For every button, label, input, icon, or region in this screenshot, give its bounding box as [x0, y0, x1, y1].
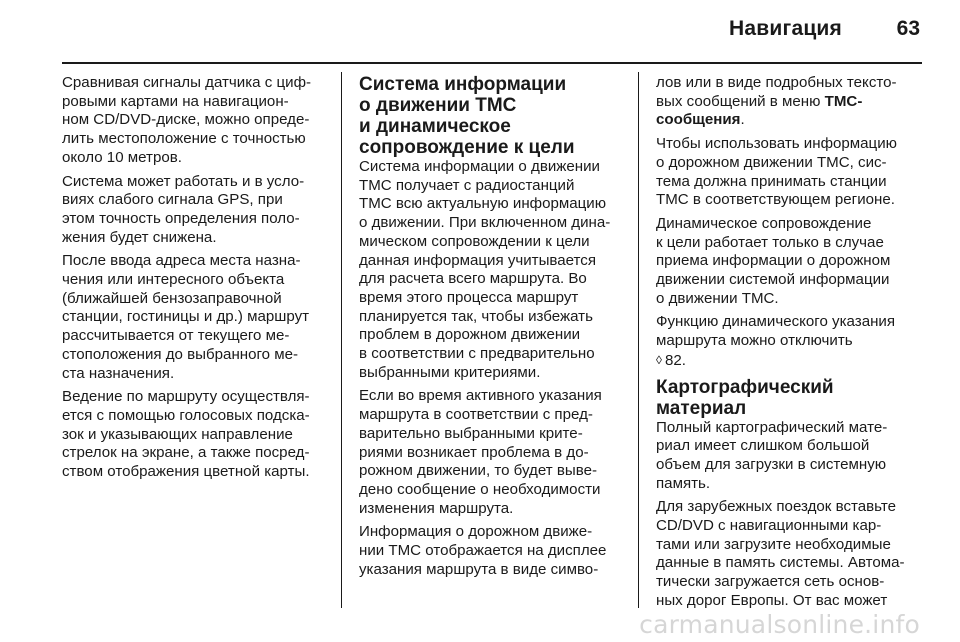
text-line: время этого процесса маршрут [359, 288, 579, 306]
text-line: изменения маршрута. [359, 499, 514, 517]
header-divider [62, 62, 922, 64]
text-line: указания маршрута в виде симво- [359, 560, 599, 578]
text-line: о дорожном движении TMC, сис- [656, 153, 887, 171]
text-line: объем для загрузки в системную [656, 455, 887, 473]
paragraph [656, 74, 924, 130]
text-line: виях слабого сигнала GPS, при [62, 191, 283, 209]
heading-line: сопровождение к цели [359, 137, 575, 158]
text-line: ровыми картами на навигацион- [62, 92, 289, 110]
text-line [656, 111, 924, 130]
paragraph [62, 74, 330, 168]
reference-arrow-icon: ◊ [656, 352, 662, 367]
column-divider-1 [341, 72, 342, 608]
text-line: зок и указывающих направление [62, 425, 293, 443]
text-line: лить местоположение с точностью [62, 130, 306, 148]
page-reference[interactable] [656, 351, 924, 371]
paragraph [359, 387, 631, 518]
text-line: стоположения до выбранного ме- [62, 345, 299, 363]
text-line: Информация о дорожном движе- [359, 523, 593, 541]
text-line: Система информации о движении [359, 158, 600, 175]
text-line: данная информация учитывается [359, 251, 597, 269]
text-line: Система может работать и в усло- [62, 172, 305, 190]
heading-line: и динамическое [359, 116, 511, 137]
text-fragment: . [740, 111, 745, 129]
text-line: Динамическое сопровождение [656, 214, 872, 232]
text-line: Сравнивая сигналы датчика с циф- [62, 74, 312, 91]
page-number: 63 [896, 17, 920, 40]
text-line: CD/DVD с навигационными кар- [656, 517, 882, 535]
text-line: проблем в дорожном движении [359, 326, 581, 344]
text-line: этом точность определения поло- [62, 209, 300, 227]
text-line: ется с помощью голосовых подска- [62, 406, 310, 424]
section-heading: Картографический материал [656, 376, 834, 419]
column-3 [656, 74, 924, 616]
section-heading [359, 74, 631, 158]
paragraph [656, 215, 924, 309]
text-line: нии TMC отображается на дисплее [359, 542, 607, 560]
text-line: тами или загрузите необходимые [656, 535, 891, 553]
text-line: приема информации о дорожном [656, 252, 891, 270]
paragraph [359, 158, 631, 382]
page-title: Навигация [729, 17, 842, 40]
text-line: Для зарубежных поездок вставьте [656, 498, 896, 516]
text-line: Функцию динамического указания [656, 313, 896, 331]
paragraph [656, 498, 924, 610]
menu-name-bold: TMC- [824, 92, 863, 110]
text-line: для расчета всего маршрута. Во [359, 270, 587, 288]
text-line: Если во время активного указания [359, 387, 602, 405]
text-line: После ввода адреса места назна- [62, 252, 301, 270]
paragraph [62, 173, 330, 248]
heading-line: о движении TMC [359, 95, 517, 116]
text-line: маршрута можно отключить [656, 332, 853, 350]
paragraph [656, 419, 924, 494]
paragraph [62, 388, 330, 482]
reference-page: 82. [664, 351, 686, 369]
text-line: маршрута в соответствии с пред- [359, 406, 593, 424]
text-line: в соответствии с предварительно [359, 345, 595, 363]
text-line: ном CD/DVD-диске, можно опреде- [62, 111, 310, 129]
text-line: о движении. При включенном дина- [359, 214, 611, 232]
text-line: ством отображения цветной карты. [62, 463, 310, 481]
text-line: тически загружается сеть основ- [656, 573, 885, 591]
page-header [0, 0, 960, 62]
text-line: лов или в виде подробных тексто- [656, 74, 897, 91]
text-line: TMC в соответствующем регионе. [656, 191, 895, 209]
text-line: TMC получает с радиостанций [359, 176, 575, 194]
text-line: чения или интересного объекта [62, 271, 285, 289]
text-line: рассчитывается от текущего ме- [62, 327, 290, 345]
text-line: планируется так, чтобы избежать [359, 307, 593, 325]
text-line: около 10 метров. [62, 148, 182, 166]
text-line: тема должна принимать станции [656, 172, 887, 190]
text-line: риями возникает проблема в до- [359, 443, 589, 461]
text-line: данные в память системы. Автома- [656, 554, 905, 572]
text-line: к цели работает только в случае [656, 233, 884, 251]
column-1 [62, 74, 330, 487]
paragraph [656, 313, 924, 370]
text-line: ста назначения. [62, 364, 175, 382]
text-line: Ведение по маршруту осуществля- [62, 388, 310, 406]
text-line: Полный картографический мате- [656, 418, 888, 436]
text-fragment: вых сообщений в меню [656, 92, 825, 110]
watermark: carmanualsonline.info [639, 610, 920, 639]
text-line [656, 93, 924, 112]
text-line: движении системой информации [656, 271, 890, 289]
text-line: риал имеет слишком большой [656, 437, 870, 455]
paragraph [656, 135, 924, 210]
text-line: рожном движении, то будет выве- [359, 462, 597, 480]
text-line: станции, гостиницы и др.) маршрут [62, 308, 310, 326]
text-line: о движении TMC. [656, 289, 779, 307]
column-2 [359, 74, 631, 584]
text-line: TMC всю актуальную информацию [359, 195, 607, 213]
paragraph [359, 523, 631, 579]
text-line: память. [656, 474, 711, 492]
text-line: (ближайшей бензозаправочной [62, 289, 282, 307]
menu-name-bold: сообщения [656, 111, 741, 129]
column-divider-2 [638, 72, 639, 608]
text-line: дено сообщение о необходимости [359, 480, 601, 498]
paragraph [62, 252, 330, 383]
heading-line: Система информации [359, 74, 567, 95]
text-line: ных дорог Европы. От вас может [656, 591, 888, 609]
text-line: варительно выбранными крите- [359, 424, 583, 442]
text-line: мическом сопровождении к цели [359, 232, 590, 250]
text-line: выбранными критериями. [359, 363, 541, 381]
text-line: жения будет снижена. [62, 228, 217, 246]
text-line: стрелок на экране, а также посред- [62, 444, 310, 462]
text-line: Чтобы использовать информацию [656, 135, 897, 153]
